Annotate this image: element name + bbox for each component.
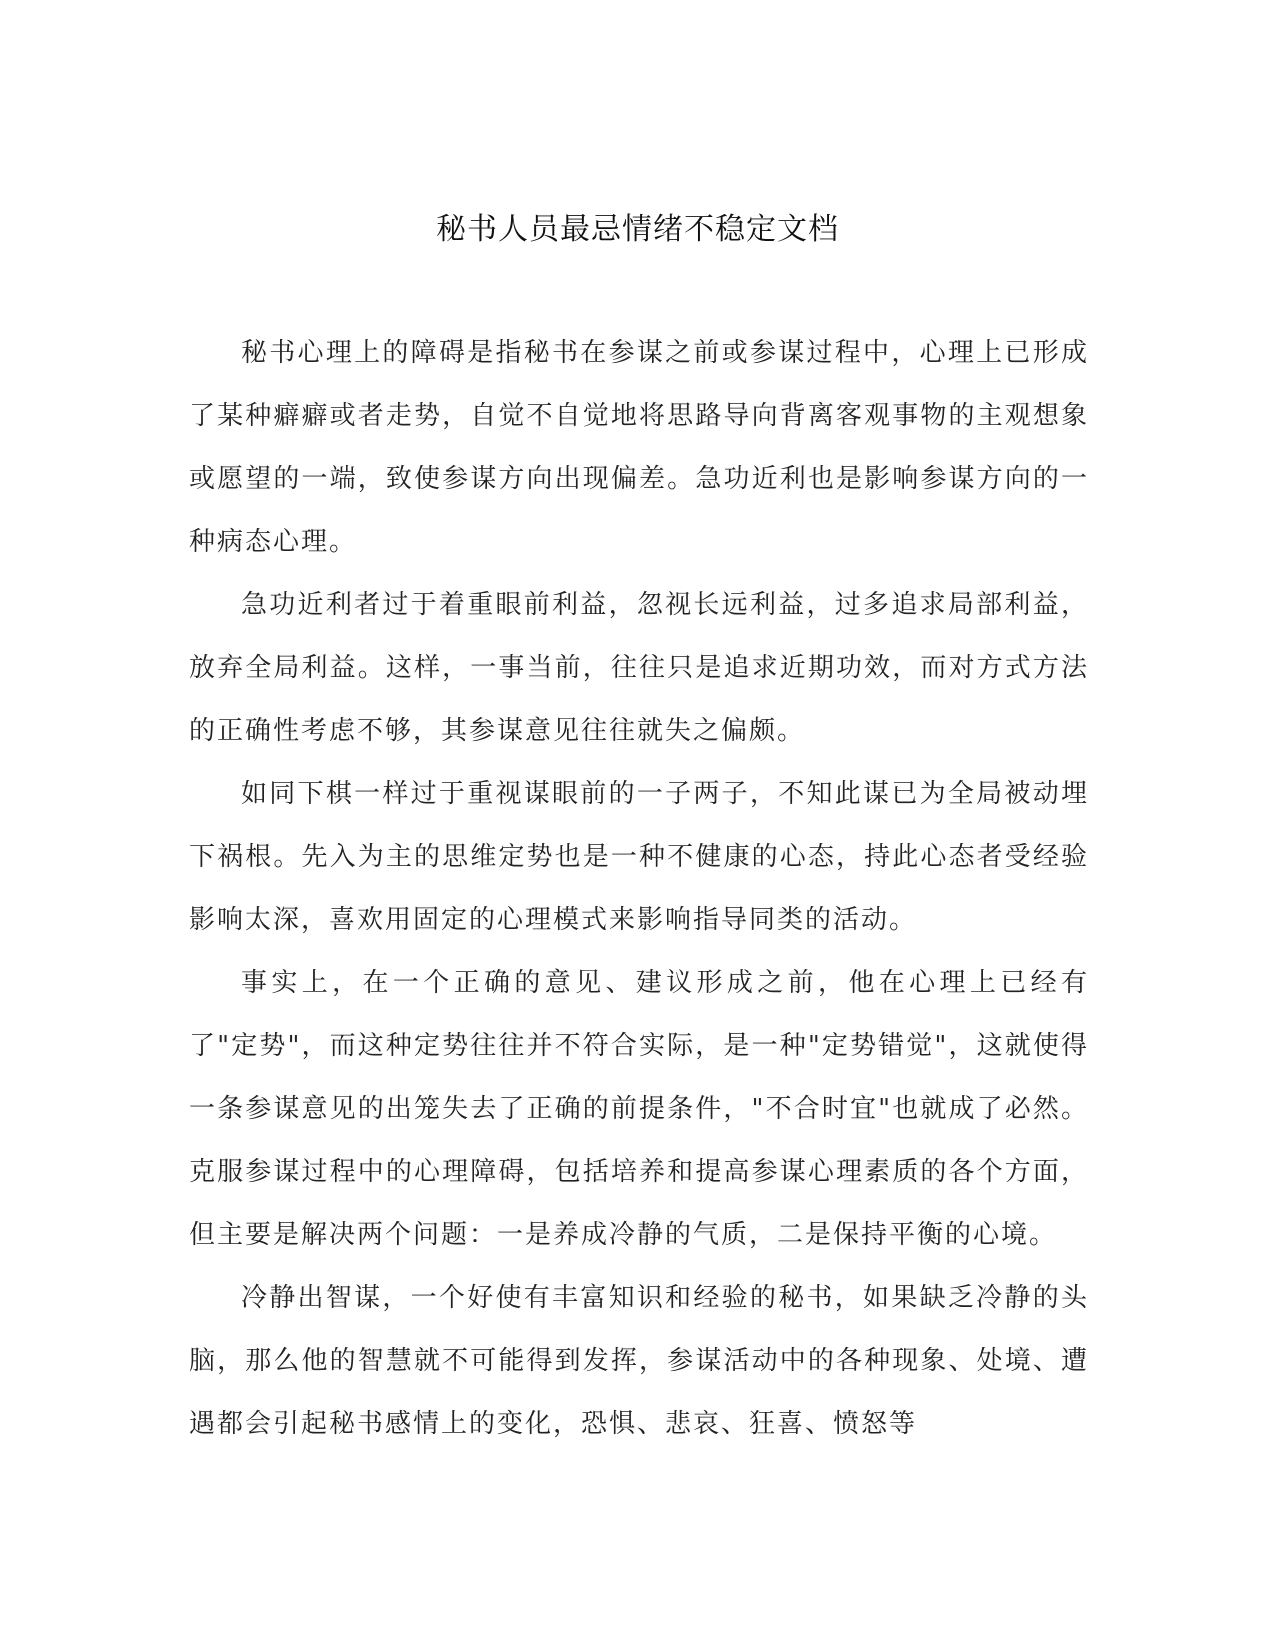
document-body [189,322,1089,1456]
paragraph-5: 冷静出智谋，一个好使有丰富知识和经验的秘书，如果缺乏冷静的头脑，那么他的智慧就不可能得到发挥，参谋活动中的各种现象、处境、遭遇都会引起秘书感情上的变化，恐惧、悲哀、狂喜、愤怒等 [189,1283,1089,1439]
paragraph-1: 秘书心理上的障碍是指秘书在参谋之前或参谋过程中，心理上已形成了某种癖癖或者走势，自觉不自觉地将思路导向背离客观事物的主观想象或愿望的一端，致使参谋方向出现偏差。急功近利也是影响参谋方向的一种病态心理。 [189,338,1089,557]
document-title: 秘书人员最忌情绪不稳定文档 [436,212,839,247]
paragraph-2: 急功近利者过于着重眼前利益，忽视长远利益，过多追求局部利益，放弃全局利益。这样，一事当前，往往只是追求近期功效，而对方式方法的正确性考虑不够，其参谋意见往往就失之偏颇。 [189,590,1089,746]
paragraph-3: 如同下棋一样过于重视谋眼前的一子两子，不知此谋已为全局被动埋下祸根。先入为主的思维定势也是一种不健康的心态，持此心态者受经验影响太深，喜欢用固定的心理模式来影响指导同类的活动。 [189,779,1089,935]
paragraph-4: 事实上，在一个正确的意见、建议形成之前，他在心理上已经有了"定势"，而这种定势往往并不符合实际，是一种"定势错觉"，这就使得一条参谋意见的出笼失去了正确的前提条件，"不合时宜"也就成了必然。克服参谋过程中的心理障碍，包括培养和提高参谋心理素质的各个方面，但主要是解决两个问题：一是养成冷静的气质，二是保持平衡的心境。 [189,968,1089,1250]
